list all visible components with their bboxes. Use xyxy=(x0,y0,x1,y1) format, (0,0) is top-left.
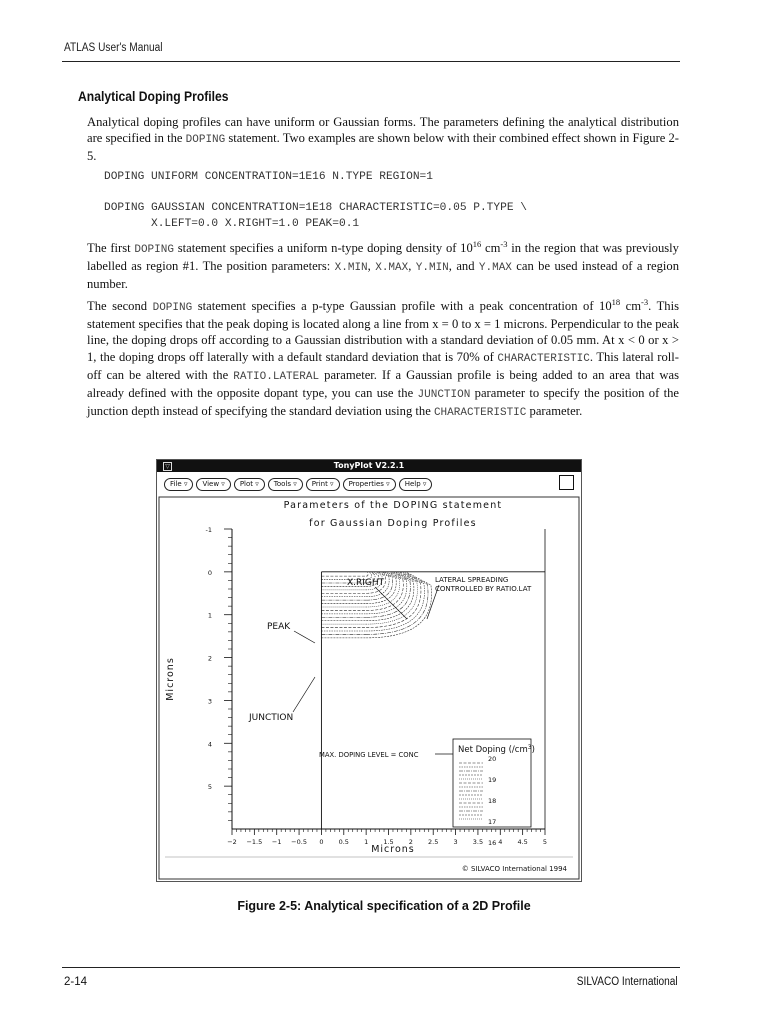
page-number: 2-14 xyxy=(64,976,88,988)
x-tick-label: 3.5 xyxy=(472,838,484,846)
legend-title: Net Doping $(/cm^3)$ xyxy=(458,744,535,755)
menu-bar xyxy=(157,473,581,495)
annotation-junction: JUNCTION xyxy=(249,713,294,723)
x-tick-label: 0 xyxy=(319,838,324,846)
contour-rolloff xyxy=(366,572,368,576)
copyright-text: © SILVACO International 1994 xyxy=(461,865,567,873)
x-tick-label: −1.5 xyxy=(246,838,263,846)
menu-file[interactable]: File ▿ xyxy=(164,478,193,491)
figure-caption: Figure 2-5: Analytical specification of a 2D Profile xyxy=(237,899,531,913)
leader-junction xyxy=(293,677,315,712)
x-tick-label: −0.5 xyxy=(291,838,307,846)
window-checkbox[interactable] xyxy=(559,475,574,490)
window-menu-icon[interactable]: ▽ xyxy=(163,462,172,471)
footer-company: SILVACO International xyxy=(577,976,678,988)
window-titlebar xyxy=(157,460,581,472)
x-tick-label: −2 xyxy=(227,838,237,846)
chart-subtitle: for Gaussian Doping Profiles xyxy=(309,518,477,529)
annotation-xright: X.RIGHT xyxy=(347,578,385,588)
menu-view[interactable]: View ▿ xyxy=(196,478,230,491)
y-tick-label: 4 xyxy=(207,740,212,749)
menu-plot[interactable]: Plot ▿ xyxy=(234,478,265,491)
section-title: Analytical Doping Profiles xyxy=(78,89,229,104)
tonyplot-window xyxy=(156,459,582,882)
legend-label: 19 xyxy=(488,776,497,784)
y-ticks xyxy=(206,526,232,820)
annotation-maxdoping: MAX. DOPING LEVEL = CONC xyxy=(319,751,419,759)
x-tick-label: 4.5 xyxy=(517,838,528,846)
annotation-lateral-2: CONTROLLED BY RATIO.LAT xyxy=(435,585,532,593)
header-rule xyxy=(62,61,680,62)
chart-title: Parameters of the DOPING statement xyxy=(283,500,503,511)
x-tick-label: 3 xyxy=(453,838,458,846)
code-line-3: X.LEFT=0.0 X.RIGHT=1.0 PEAK=0.1 xyxy=(104,218,360,230)
x-tick-label: −1 xyxy=(271,838,282,846)
paragraph-uniform: The first DOPING statement specifies a uniform n-type doping density of $10^{16}$ $cm^{-3}$ in the region that was previously labelled as region #1. The position parameters: X.MIN, X.MAX, Y.MIN, and Y.MAX can be used instead of a region number. xyxy=(87,238,680,292)
footer-rule xyxy=(62,967,680,968)
y-tick-label: 0 xyxy=(207,568,212,577)
code-term: DOPING xyxy=(185,134,226,147)
leader-lateral xyxy=(427,585,439,619)
x-tick-label: 5 xyxy=(542,838,548,846)
annotation-lateral-1: LATERAL SPREADING xyxy=(435,576,509,584)
y-tick-label: 5 xyxy=(207,783,212,792)
x-tick-label: 4 xyxy=(498,838,503,846)
x-axis-label: Microns xyxy=(371,844,415,855)
leader-xright xyxy=(375,587,407,619)
leader-peak xyxy=(294,631,315,643)
legend-label: 20 xyxy=(488,755,497,763)
x-tick-label: 1.5 xyxy=(383,838,394,846)
x-tick-label: 1 xyxy=(364,838,369,846)
code-line-2: DOPING GAUSSIAN CONCENTRATION=1E18 CHARACTERISTIC=0.05 P.TYPE \ xyxy=(104,202,527,214)
menu-help[interactable]: Help ▿ xyxy=(399,478,433,491)
x-tick-label: 2.5 xyxy=(428,838,439,846)
menu-print[interactable]: Print ▿ xyxy=(306,478,340,491)
y-tick-label: 1 xyxy=(207,611,212,620)
code-line-1: DOPING UNIFORM CONCENTRATION=1E16 N.TYPE REGION=1 xyxy=(104,171,433,183)
annotation-peak: PEAK xyxy=(267,622,291,632)
doping-contour-plot xyxy=(157,495,581,881)
x-ticks xyxy=(227,829,547,846)
legend-label: 18 xyxy=(488,797,497,805)
y-tick-label: 3 xyxy=(207,697,212,706)
menu-tools[interactable]: Tools ▿ xyxy=(268,478,303,491)
menu-properties[interactable]: Properties ▿ xyxy=(343,478,396,491)
legend-label: 17 xyxy=(488,818,497,826)
window-title: TonyPlot V2.2.1 xyxy=(333,461,405,470)
paragraph-intro: Analytical doping profiles can have uniform or Gaussian forms. The parameters defining the analytical distribution are specified in the DOPING statement. Two examples are shown below with their combined effect shown in Figure 2-5. xyxy=(87,115,680,164)
running-header: ATLAS User's Manual xyxy=(64,42,163,54)
x-tick-label: 2 xyxy=(408,838,413,846)
x-tick-label: 0.5 xyxy=(338,838,349,846)
y-axis-label: Microns xyxy=(165,657,176,701)
y-tick-label: 2 xyxy=(207,654,212,663)
paragraph-gaussian: The second DOPING statement specifies a p-type Gaussian profile with a peak concentration of $10^{18}$ $cm^{-3}$. This statement specifies that the peak doping is located along a line from x = 0 to x = 1 microns. Perpendicular to the peak line, the doping drops off according to a Gaussian distribution with a standard deviation of 0.05 mm. At x < 0 or x > 1, the doping drops off laterally with a default standard deviation that is 70% of CHARACTERISTIC. This lateral roll-off can be altered with the RATIO.LATERAL parameter. If a Gaussian profile is being added to an area that was already defined with the opposite dopant type, you can use the JUNCTION parameter to specify the position of the junction depth instead of specifying the standard deviation using the CHARACTERISTIC parameter. xyxy=(87,296,679,420)
y-tick-label: -1 xyxy=(205,526,212,534)
legend-label: 16 xyxy=(488,839,497,847)
